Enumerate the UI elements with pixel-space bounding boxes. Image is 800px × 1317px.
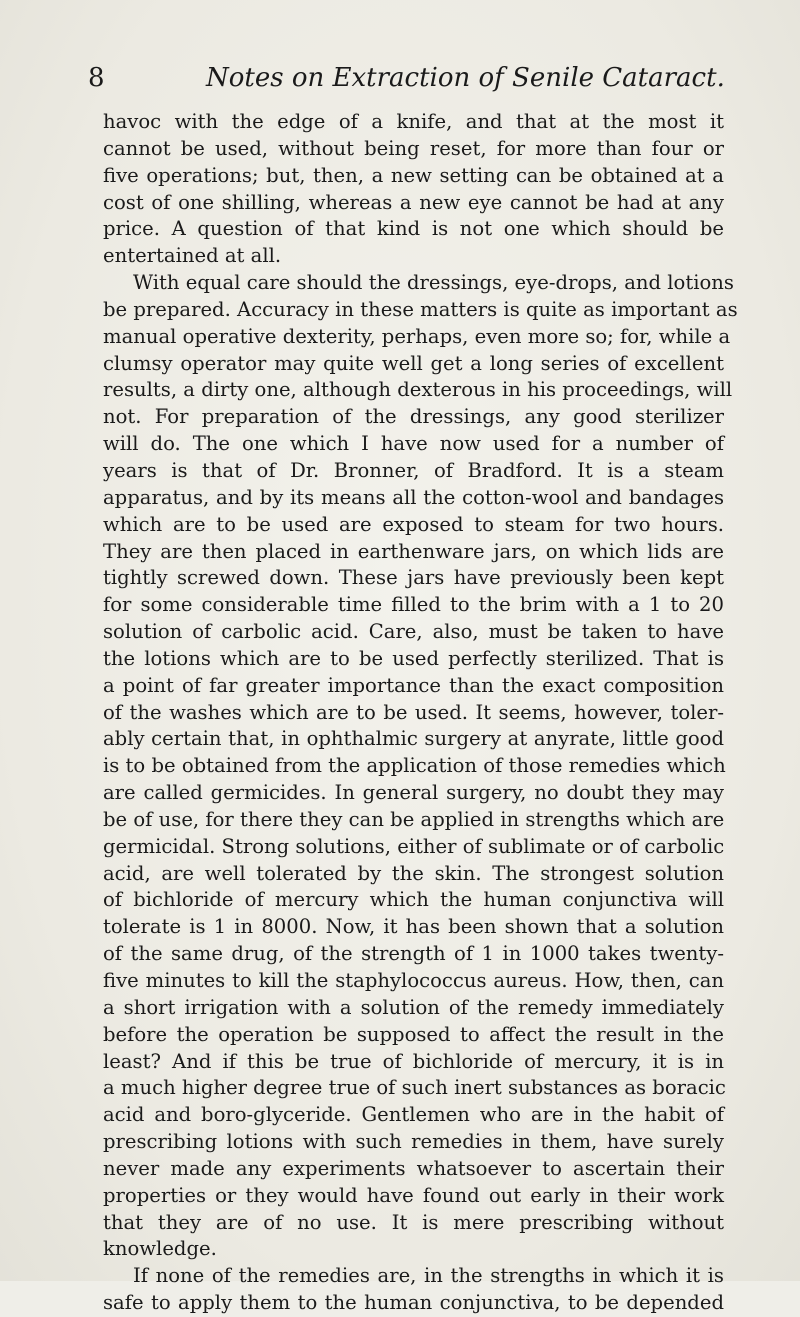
text-line: acid and boro-glyceride. Gentlemen who are in the habit of: [103, 1103, 724, 1127]
text-line: They are then placed in earthenware jars, on which lids are: [103, 539, 724, 563]
text-line: price. A question of that kind is not one which should be: [103, 217, 724, 241]
page-number: 8: [88, 63, 105, 93]
text-line: never made any experiments whatsoever to ascertain their: [103, 1156, 724, 1180]
text-line: havoc with the edge of a knife, and that at the most it: [103, 110, 724, 133]
running-head: [88, 62, 724, 94]
text-line: least? And if this be true of bichloride of mercury, it is in: [103, 1049, 724, 1073]
text-line: solution of carbolic acid. Care, also, must be taken to have: [103, 620, 724, 644]
text-line: safe to apply them to the human conjunctiva, to be depended: [103, 1291, 724, 1315]
text-line: manual operative dexterity, perhaps, even more so; for, while a: [103, 324, 731, 348]
text-line: cannot be used, without being reset, for more than four or: [103, 136, 724, 160]
text-line: knowledge.: [103, 1237, 217, 1261]
text-line: a point of far greater importance than the exact composition: [103, 673, 724, 697]
text-line: apparatus, and by its means all the cotton-wool and bandages: [103, 485, 724, 509]
text-line: of bichloride of mercury which the human conjunctiva will: [103, 888, 724, 912]
text-line: of the same drug, of the strength of 1 in 1000 takes twenty-: [103, 942, 724, 966]
text-line: If none of the remedies are, in the strengths in which it is: [133, 1264, 724, 1288]
text-line: are called germicides. In general surgery, no doubt they may: [103, 781, 724, 805]
text-line: five minutes to kill the staphylococcus aureus. How, then, can: [103, 969, 724, 992]
text-line: acid, are well tolerated by the skin. The strongest solution: [103, 861, 724, 885]
text-line: the lotions which are to be used perfectly sterilized. That is: [103, 646, 724, 670]
text-line: that they are of no use. It is mere prescribing without: [103, 1210, 724, 1234]
running-title: Notes on Extraction of Senile Cataract.: [206, 63, 725, 93]
text-line: will do. The one which I have now used for a number of: [103, 432, 724, 456]
text-line: With equal care should the dressings, eye-drops, and lotions: [133, 271, 734, 295]
text-line: which are to be used are exposed to steam for two hours.: [103, 512, 724, 536]
text-line: ably certain that, in ophthalmic surgery at anyrate, little good: [103, 727, 724, 751]
text-line: not. For preparation of the dressings, any good sterilizer: [103, 405, 724, 429]
text-line: cost of one shilling, whereas a new eye cannot be had at any: [103, 190, 724, 214]
text-line: entertained at all.: [103, 244, 282, 268]
text-line: prescribing lotions with such remedies in them, have surely: [103, 1130, 724, 1154]
text-line: is to be obtained from the application of those remedies which: [103, 754, 726, 778]
text-line: be of use, for there they can be applied in strengths which are: [103, 807, 725, 831]
text-line: clumsy operator may quite well get a long series of excellent: [103, 351, 724, 375]
body-text: [103, 109, 738, 1317]
text-line: years is that of Dr. Bronner, of Bradford. It is a steam: [103, 458, 724, 482]
text-line: before the operation be supposed to affect the result in the: [103, 1022, 724, 1046]
text-line: five operations; but, then, a new setting can be obtained at a: [103, 163, 724, 187]
text-line: a much higher degree true of such inert substances as boracic: [103, 1076, 726, 1100]
text-line: for some considerable time filled to the brim with a 1 to 20: [103, 593, 724, 617]
text-line: germicidal. Strong solutions, either of sublimate or of carbolic: [103, 834, 725, 858]
text-line: results, a dirty one, although dexterous in his proceedings, will: [103, 378, 733, 402]
text-line: a short irrigation with a solution of the remedy immediately: [103, 995, 724, 1019]
text-line: tolerate is 1 in 8000. Now, it has been shown that a solution: [103, 915, 724, 939]
text-line: properties or they would have found out early in their work: [103, 1183, 724, 1207]
text-line: tightly screwed down. These jars have previously been kept: [103, 566, 724, 590]
text-line: be prepared. Accuracy in these matters is quite as important as: [103, 297, 738, 321]
text-line: of the washes which are to be used. It seems, however, toler-: [103, 700, 724, 724]
